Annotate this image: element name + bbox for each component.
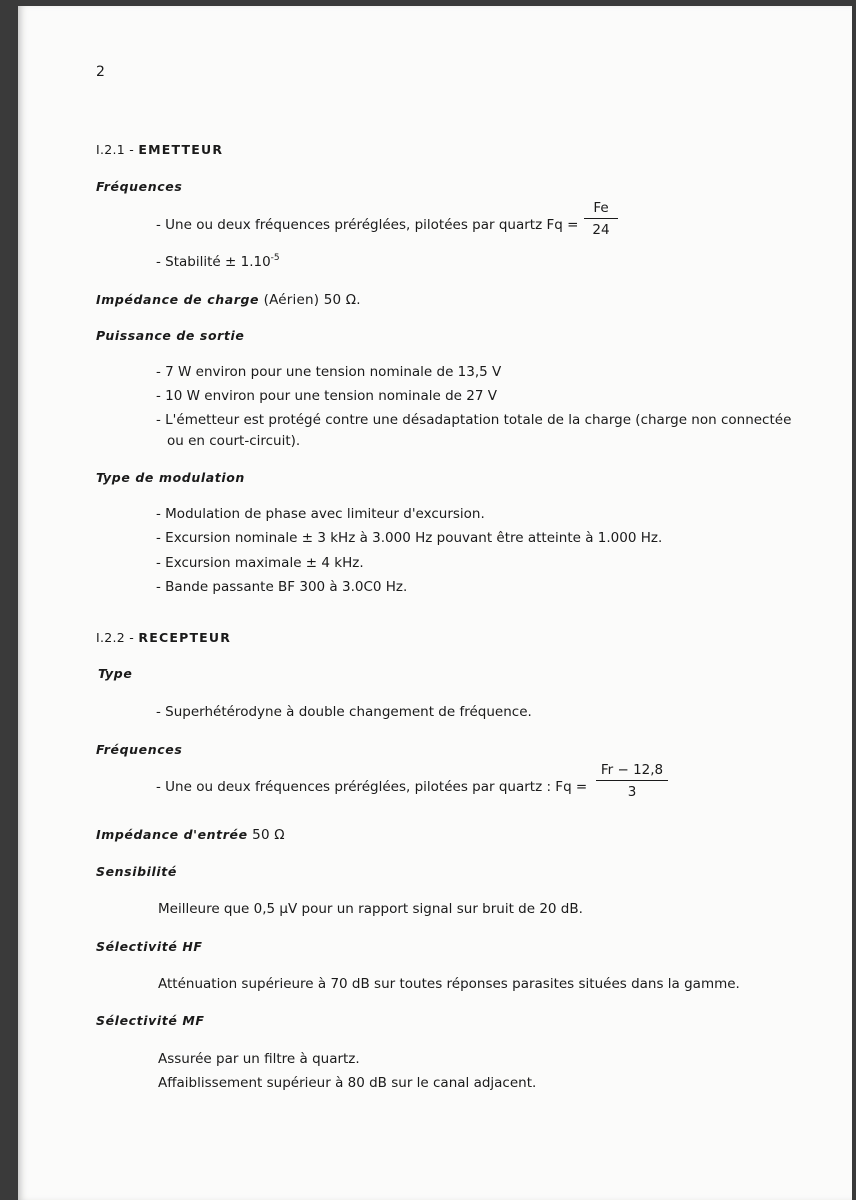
formula-fr-12-8-over-3 [596,762,668,800]
section-number: I.2.2 - [96,630,139,645]
heading-frequences-recepteur: Fréquences [96,742,183,757]
list-item-frequences-emetteur: - Une ou deux fréquences préréglées, pilotées par quartz Fq = [156,217,579,233]
section-title-emetteur [96,141,223,159]
section-title-recepteur [96,629,231,647]
formula-denominator: 3 [627,784,637,800]
paragraph-selectivite-mf-2: Affaiblissement supérieur à 80 dB sur le canal adjacent. [158,1075,537,1091]
list-item-stabilite [156,253,280,271]
list-item: - L'émetteur est protégé contre une désadaptation totale de la charge (charge non connectée [156,412,792,428]
heading-impedance-entree [96,826,285,844]
list-item: - 10 W environ pour une tension nominale de 27 V [156,388,497,404]
list-item-continuation: ou en court-circuit). [167,433,301,449]
heading-impedance-charge [96,291,361,309]
impedance-entree-label: Impédance d'entrée [96,827,248,842]
section-number: I.2.1 - [96,142,139,157]
stabilite-exponent: -5 [270,253,280,263]
impedance-charge-value: (Aérien) 50 Ω. [259,292,361,308]
heading-frequences-emetteur: Fréquences [96,179,183,194]
list-item: - Modulation de phase avec limiteur d'excursion. [156,506,485,522]
list-item: - Excursion maximale ± 4 kHz. [156,555,364,571]
formula-numerator: Fe [584,200,618,219]
list-item-frequences-recepteur: - Une ou deux fréquences préréglées, pilotées par quartz : Fq = [156,779,588,795]
heading-selectivite-hf: Sélectivité HF [96,939,203,954]
formula-fe-24 [584,200,618,238]
impedance-charge-label: Impédance de charge [96,292,260,307]
heading-type-modulation: Type de modulation [96,470,245,485]
formula-numerator: Fr − 12,8 [596,762,668,781]
heading-selectivite-mf: Sélectivité MF [96,1013,205,1028]
section-word: EMETTEUR [138,142,224,157]
list-item: - Excursion nominale ± 3 kHz à 3.000 Hz pouvant être atteinte à 1.000 Hz. [156,530,663,546]
heading-type: Type [98,666,133,681]
section-word: RECEPTEUR [138,630,232,645]
heading-sensibilite: Sensibilité [96,864,177,879]
impedance-entree-value: 50 Ω [247,827,285,843]
list-item: - 7 W environ pour une tension nominale de 13,5 V [156,364,502,380]
stabilite-text: - Stabilité ± 1.10 [156,254,271,270]
list-item: - Bande passante BF 300 à 3.0C0 Hz. [156,579,408,595]
paragraph-sensibilite: Meilleure que 0,5 µV pour un rapport signal sur bruit de 20 dB. [158,901,583,917]
document-page [18,6,852,1200]
list-item-type: - Superhétérodyne à double changement de fréquence. [156,704,532,720]
formula-denominator: 24 [592,222,610,238]
heading-puissance-sortie: Puissance de sortie [96,328,245,343]
paragraph-selectivite-mf-1: Assurée par un filtre à quartz. [158,1051,360,1067]
paragraph-selectivite-hf: Atténuation supérieure à 70 dB sur toutes réponses parasites situées dans la gamme. [158,976,740,992]
page-number: 2 [96,64,105,80]
